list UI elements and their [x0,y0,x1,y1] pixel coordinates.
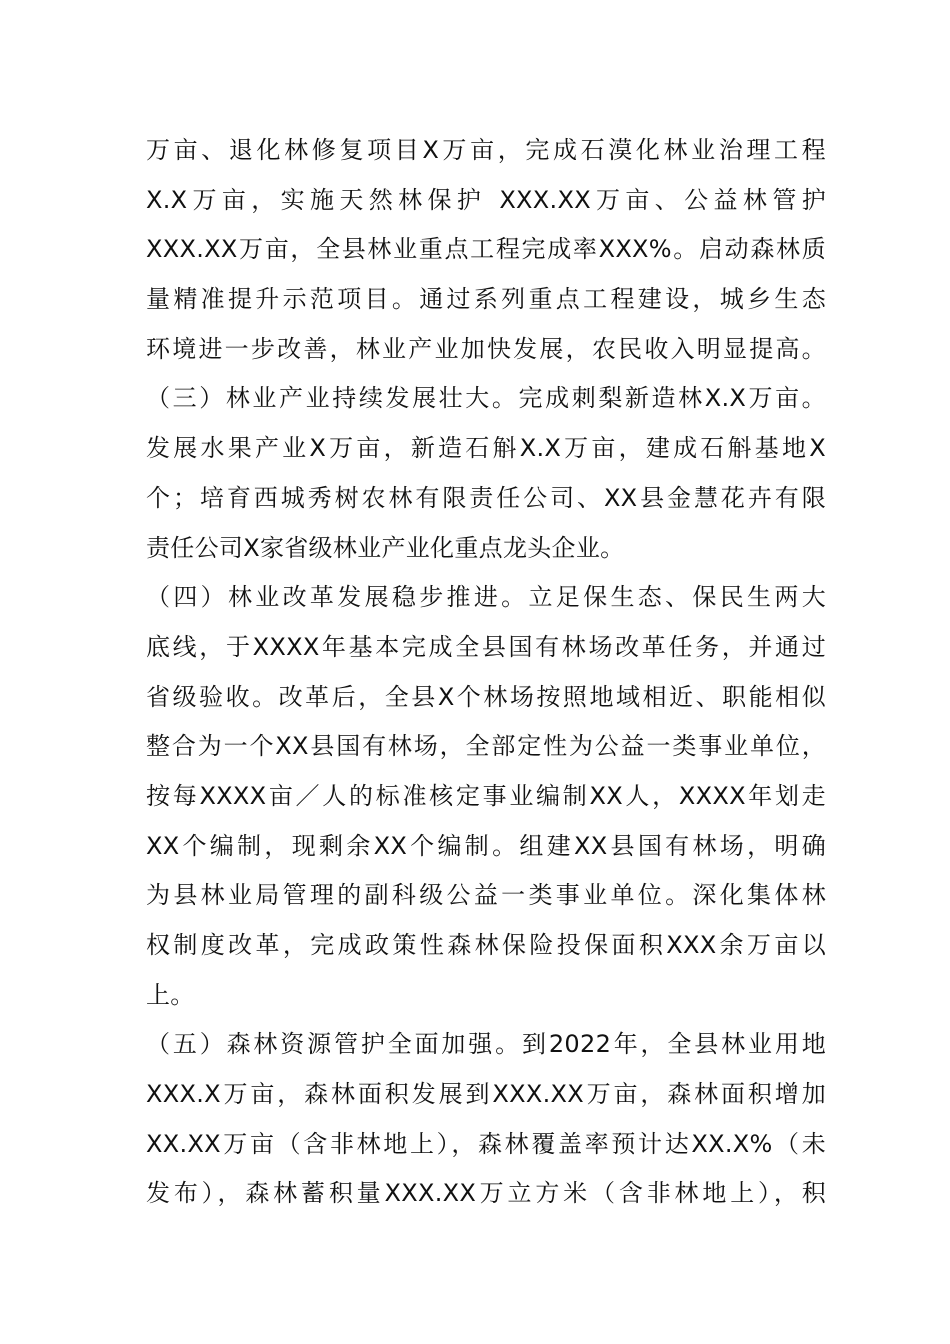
paragraph-line: XX.XX万亩（含非林地上），森林覆盖率预计达XX.X%（未 [146,1129,826,1158]
paragraph-line: 底线，于XXXX年基本完成全县国有林场改革任务，并通过 [146,632,826,661]
paragraph-line: X.X万亩，实施天然林保护 XXX.XX万亩、公益林管护 [146,185,826,214]
paragraph-line: 万亩、退化林修复项目X万亩，完成石漠化林业治理工程 [146,136,826,164]
paragraph-line: XXX.XX万亩，全县林业重点工程完成率XXX%。启动森林质 [146,235,826,264]
paragraph-line: 责任公司X家省级林业产业化重点龙头企业。 [146,533,625,562]
paragraph-line: 按每XXXX亩／人的标准核定事业编制XX人，XXXX年划走 [146,781,826,810]
paragraph-line: 量精准提升示范项目。通过系列重点工程建设，城乡生态 [146,285,826,314]
paragraph-line: （五）森林资源管护全面加强。到2022年，全县林业用地 [146,1030,826,1059]
paragraph-line: （三）林业产业持续发展壮大。完成刺梨新造林X.X万亩。 [146,384,826,413]
document-body [146,126,826,1219]
paragraph-line: XX个编制，现剩余XX个编制。组建XX县国有林场，明确 [146,831,826,860]
paragraph-line: XXX.X万亩，森林面积发展到XXX.XX万亩，森林面积增加 [146,1080,826,1109]
paragraph-line: 省级验收。改革后，全县X个林场按照地域相近、职能相似 [146,682,826,711]
paragraph-line: 权制度改革，完成政策性森林保险投保面积XXX余万亩以 [146,931,826,959]
paragraph-line: 环境进一步改善，林业产业加快发展，农民收入明显提高。 [146,334,826,363]
paragraph-line: 个；培育西城秀树农林有限责任公司、XX县金慧花卉有限 [146,483,826,512]
paragraph-line: （四）林业改革发展稳步推进。立足保生态、保民生两大 [146,583,826,612]
paragraph-line: 发展水果产业X万亩，新造石斛X.X万亩，建成石斛基地X [146,434,826,463]
paragraph-line: 整合为一个XX县国有林场，全部定性为公益一类事业单位， [146,732,826,761]
paragraph-line: 发布），森林蓄积量XXX.XX万立方米（含非林地上），积 [146,1179,826,1208]
paragraph-line: 上。 [146,980,195,1009]
paragraph-line: 为县林业局管理的副科级公益一类事业单位。深化集体林 [146,881,826,910]
